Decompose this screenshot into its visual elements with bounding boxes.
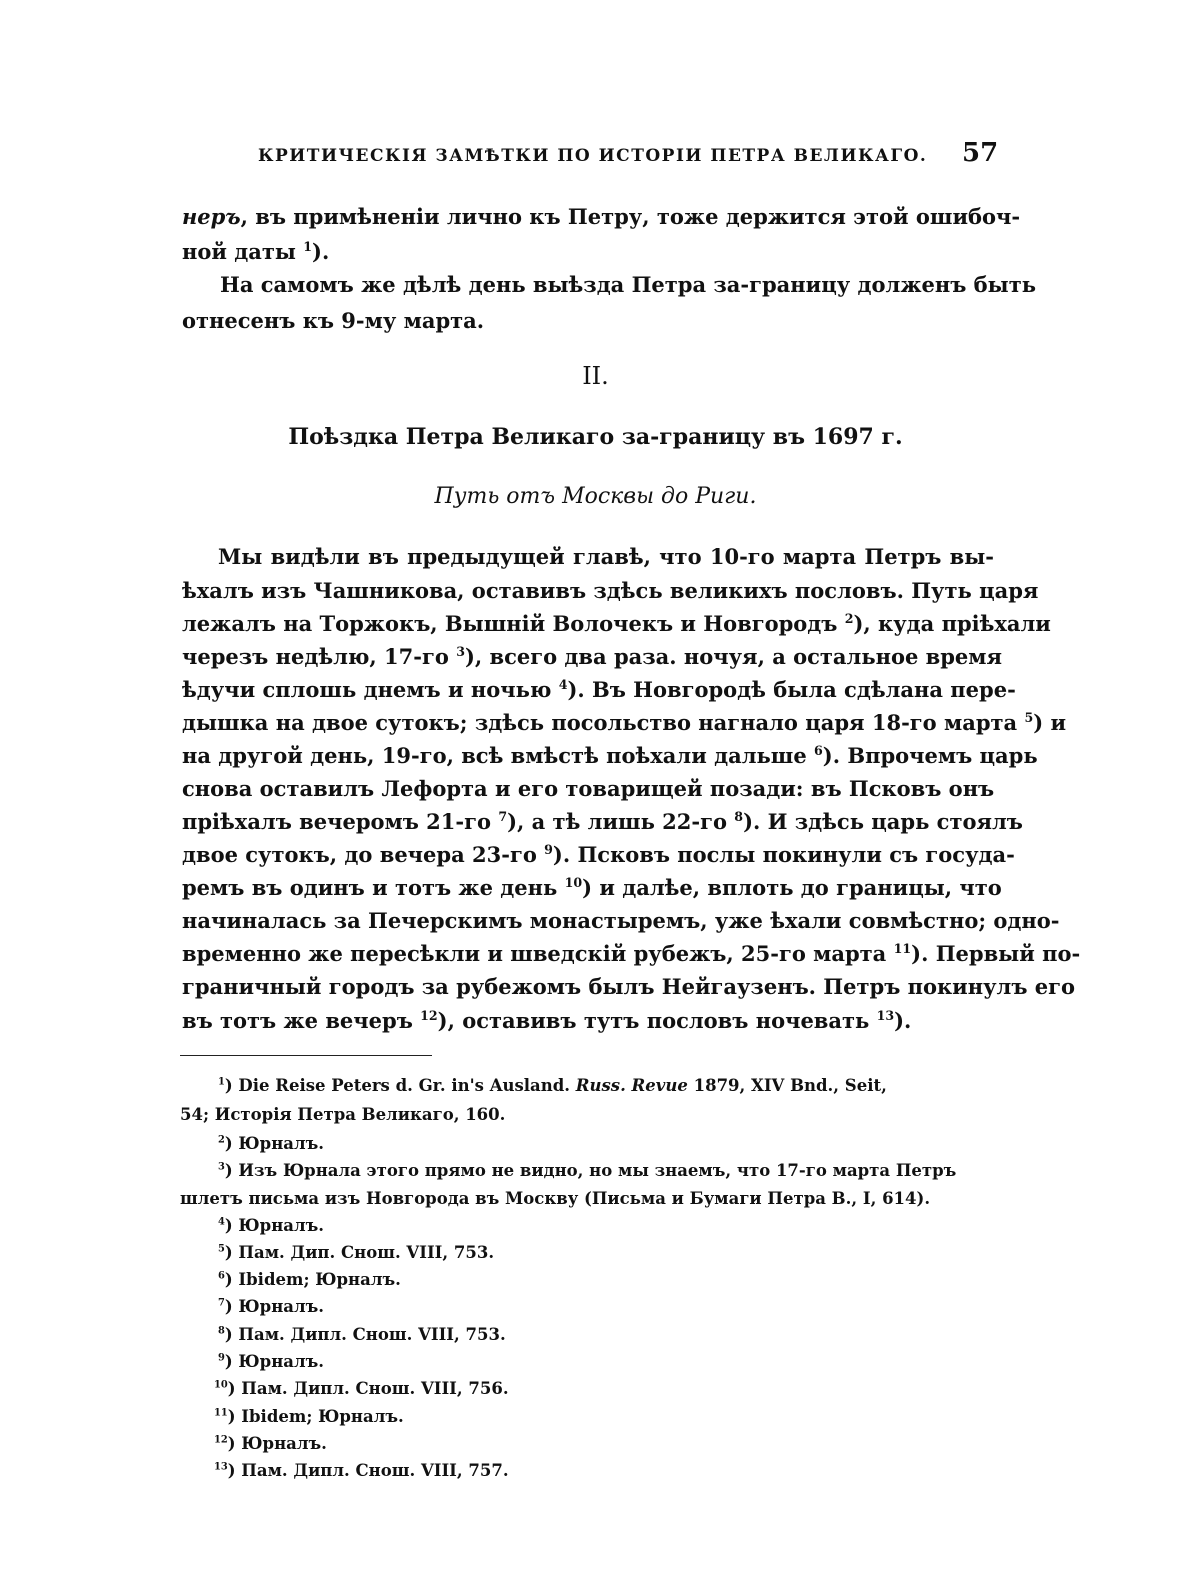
text-run: въ тотъ же вечеръ bbox=[182, 1008, 421, 1033]
footnote-line bbox=[218, 1163, 956, 1180]
footnote-marker: 4 bbox=[558, 677, 568, 692]
italic-text: неръ bbox=[182, 204, 241, 229]
text-run: ) Пам. Дипл. Снош. VIII, 757. bbox=[227, 1461, 509, 1480]
footnote-marker: 7 bbox=[218, 1297, 225, 1309]
footnote-line bbox=[218, 1218, 324, 1235]
body-line bbox=[182, 677, 1016, 702]
text-run: ), а тѣ лишь 22-го bbox=[507, 809, 735, 834]
text-run: ) Die Reise Peters d. Gr. in's Ausland. bbox=[224, 1076, 576, 1095]
footnote-line bbox=[180, 1107, 505, 1124]
footnote-line bbox=[218, 1245, 494, 1262]
body-line bbox=[182, 842, 1015, 867]
text-run: временно же пересѣкли и шведскій рубежъ, 25-го марта bbox=[182, 941, 894, 966]
footnote-marker: 12 bbox=[420, 1008, 438, 1023]
text-run: ). bbox=[894, 1008, 912, 1033]
footnote-marker: 3 bbox=[218, 1161, 225, 1173]
text-run: ) Пам. Дип. Снош. VIII, 753. bbox=[224, 1243, 495, 1262]
footnote-marker: 6 bbox=[814, 743, 823, 758]
text-run: ной даты bbox=[182, 239, 304, 264]
footnote-marker: 8 bbox=[734, 809, 744, 824]
text-run: ѣдучи сплошь днемъ и ночью bbox=[182, 677, 559, 702]
body-line bbox=[182, 875, 1002, 900]
text-run: ) Изъ Юрнала этого прямо не видно, но мы знаемъ, что 17-го марта Петръ bbox=[224, 1161, 957, 1180]
footnote-line bbox=[214, 1409, 404, 1426]
section-number: II. bbox=[582, 362, 609, 390]
intro-line bbox=[182, 204, 1021, 229]
text-run: ). Псковъ послы покинули съ госуда- bbox=[552, 842, 1015, 867]
footnote-line bbox=[214, 1463, 509, 1480]
footnote-line bbox=[214, 1381, 509, 1398]
text-run: ) Юрналъ. bbox=[224, 1297, 325, 1316]
text-run: пріѣхалъ вечеромъ 21-го bbox=[182, 809, 499, 834]
footnote-divider bbox=[180, 1055, 432, 1056]
footnote-line bbox=[218, 1136, 324, 1153]
body-line bbox=[182, 809, 1023, 834]
text-run: 1879, XIV Bnd., Seit, bbox=[687, 1076, 887, 1095]
text-run: ) Юрналъ. bbox=[224, 1352, 325, 1371]
footnote-marker: 7 bbox=[498, 809, 508, 824]
text-run: ). bbox=[312, 239, 330, 264]
text-run: ) Ibidem; Юрналъ. bbox=[227, 1407, 404, 1426]
text-run: дышка на двое сутокъ; здѣсь посольство нагнало царя 18-го марта bbox=[182, 710, 1025, 735]
text-run: ), всего два раза. ночуя, а остальное время bbox=[464, 644, 1003, 669]
footnote-marker: 2 bbox=[218, 1134, 225, 1146]
footnote-marker: 11 bbox=[214, 1407, 228, 1419]
footnote-marker: 3 bbox=[456, 644, 465, 659]
footnote-marker: 5 bbox=[1024, 710, 1034, 725]
text-run: на другой день, 19-го, всѣ вмѣстѣ поѣхали дальше bbox=[182, 743, 815, 768]
text-run: начиналась за Печерскимъ монастыремъ, уже ѣхали совмѣстно; одно- bbox=[182, 908, 1060, 933]
text-run: ). И здѣсь царь стоялъ bbox=[743, 809, 1023, 834]
text-run: ) Юрналъ. bbox=[227, 1434, 327, 1453]
intro-line bbox=[182, 241, 994, 262]
text-run: ). Первый по- bbox=[911, 941, 1081, 966]
body-line bbox=[182, 578, 1039, 603]
footnote-marker: 6 bbox=[218, 1270, 225, 1282]
footnote-marker: 9 bbox=[218, 1352, 225, 1364]
footnote-marker: 10 bbox=[564, 875, 583, 890]
footnote-marker: 4 bbox=[218, 1216, 225, 1228]
italic-text: Russ. Revue bbox=[575, 1076, 688, 1095]
footnote-line bbox=[180, 1191, 930, 1208]
footnote-marker: 10 bbox=[214, 1379, 228, 1391]
intro-line bbox=[220, 272, 1036, 297]
footnote-marker: 9 bbox=[544, 842, 553, 857]
footnote-line bbox=[218, 1327, 506, 1344]
text-run: двое сутокъ, до вечера 23-го bbox=[182, 842, 545, 867]
text-run: 54; Исторія Петра Великаго, 160. bbox=[180, 1105, 506, 1124]
text-run: ) Юрналъ. bbox=[224, 1134, 325, 1153]
footnote-line bbox=[218, 1299, 324, 1316]
body-line bbox=[182, 611, 1051, 636]
footnote-marker: 11 bbox=[893, 941, 912, 956]
footnote-marker: 2 bbox=[844, 611, 854, 626]
body-line bbox=[218, 546, 994, 567]
footnote-line bbox=[218, 1272, 401, 1289]
footnote-line bbox=[218, 1078, 887, 1095]
text-run: ). Впрочемъ царь bbox=[822, 743, 1038, 768]
intro-line bbox=[182, 310, 994, 331]
body-line bbox=[182, 941, 1081, 966]
text-run: снова оставилъ Лефорта и его товарищей позади: въ Псковъ онъ bbox=[182, 776, 995, 801]
text-run: граничный городъ за рубежомъ былъ Нейгаузенъ. Петръ покинулъ его bbox=[182, 974, 1076, 999]
footnote-marker: 8 bbox=[218, 1325, 225, 1337]
footnote-line bbox=[214, 1436, 327, 1453]
footnote-marker: 1 bbox=[218, 1076, 225, 1088]
section-title: Поѣздка Петра Великаго за-границу въ 1697 г. bbox=[288, 424, 903, 450]
body-line bbox=[182, 778, 994, 799]
footnote-marker: 13 bbox=[214, 1461, 228, 1473]
body-line bbox=[182, 908, 1060, 933]
text-run: лежалъ на Торжокъ, Вышній Волочекъ и Новгородъ bbox=[182, 611, 845, 636]
section-subtitle: Путь отъ Москвы до Риги. bbox=[434, 484, 757, 509]
text-run: Мы видѣли въ предыдущей главѣ, что 10-го марта Петръ вы- bbox=[218, 544, 994, 569]
running-title: КРИТИЧЕСКІЯ ЗАМѢТКИ ПО ИСТОРІИ ПЕТРА ВЕЛИКАГО. bbox=[258, 146, 928, 166]
body-line bbox=[182, 743, 1038, 768]
page-number: 57 bbox=[962, 138, 999, 168]
text-run: ) Юрналъ. bbox=[224, 1216, 325, 1235]
footnote-marker: 5 bbox=[218, 1243, 225, 1255]
text-run: ) Ibidem; Юрналъ. bbox=[224, 1270, 401, 1289]
text-run: ѣхалъ изъ Чашникова, оставивъ здѣсь великихъ пословъ. Путь царя bbox=[182, 578, 1039, 603]
body-line bbox=[182, 644, 1003, 669]
text-run: отнесенъ къ 9-му марта. bbox=[182, 308, 485, 333]
text-run: На самомъ же дѣлѣ день выѣзда Петра за-границу долженъ быть bbox=[220, 272, 1036, 297]
footnote-marker: 1 bbox=[303, 239, 313, 254]
text-run: ) и далѣе, вплоть до границы, что bbox=[582, 875, 1002, 900]
body-line bbox=[182, 974, 1076, 999]
text-run: ) Пам. Дипл. Снош. VIII, 753. bbox=[224, 1325, 506, 1344]
body-line bbox=[182, 710, 1067, 735]
text-run: ремъ въ одинъ и тотъ же день bbox=[182, 875, 565, 900]
text-run: ) и bbox=[1033, 710, 1067, 735]
footnote-marker: 13 bbox=[876, 1008, 895, 1023]
text-run: черезъ недѣлю, 17-го bbox=[182, 644, 457, 669]
text-run: , въ примѣненіи лично къ Петру, тоже держится этой ошибоч- bbox=[240, 204, 1021, 229]
text-run: ), куда пріѣхали bbox=[853, 611, 1051, 636]
text-run: ) Пам. Дипл. Снош. VIII, 756. bbox=[227, 1379, 509, 1398]
text-run: ). Въ Новгородѣ была сдѣлана пере- bbox=[567, 677, 1016, 702]
text-run: ), оставивъ тутъ пословъ ночевать bbox=[437, 1008, 877, 1033]
footnote-line bbox=[218, 1354, 324, 1371]
footnote-marker: 12 bbox=[214, 1434, 228, 1446]
body-line bbox=[182, 1010, 994, 1031]
text-run: шлетъ письма изъ Новгорода въ Москву (Письма и Бумаги Петра В., I, 614). bbox=[180, 1189, 931, 1208]
